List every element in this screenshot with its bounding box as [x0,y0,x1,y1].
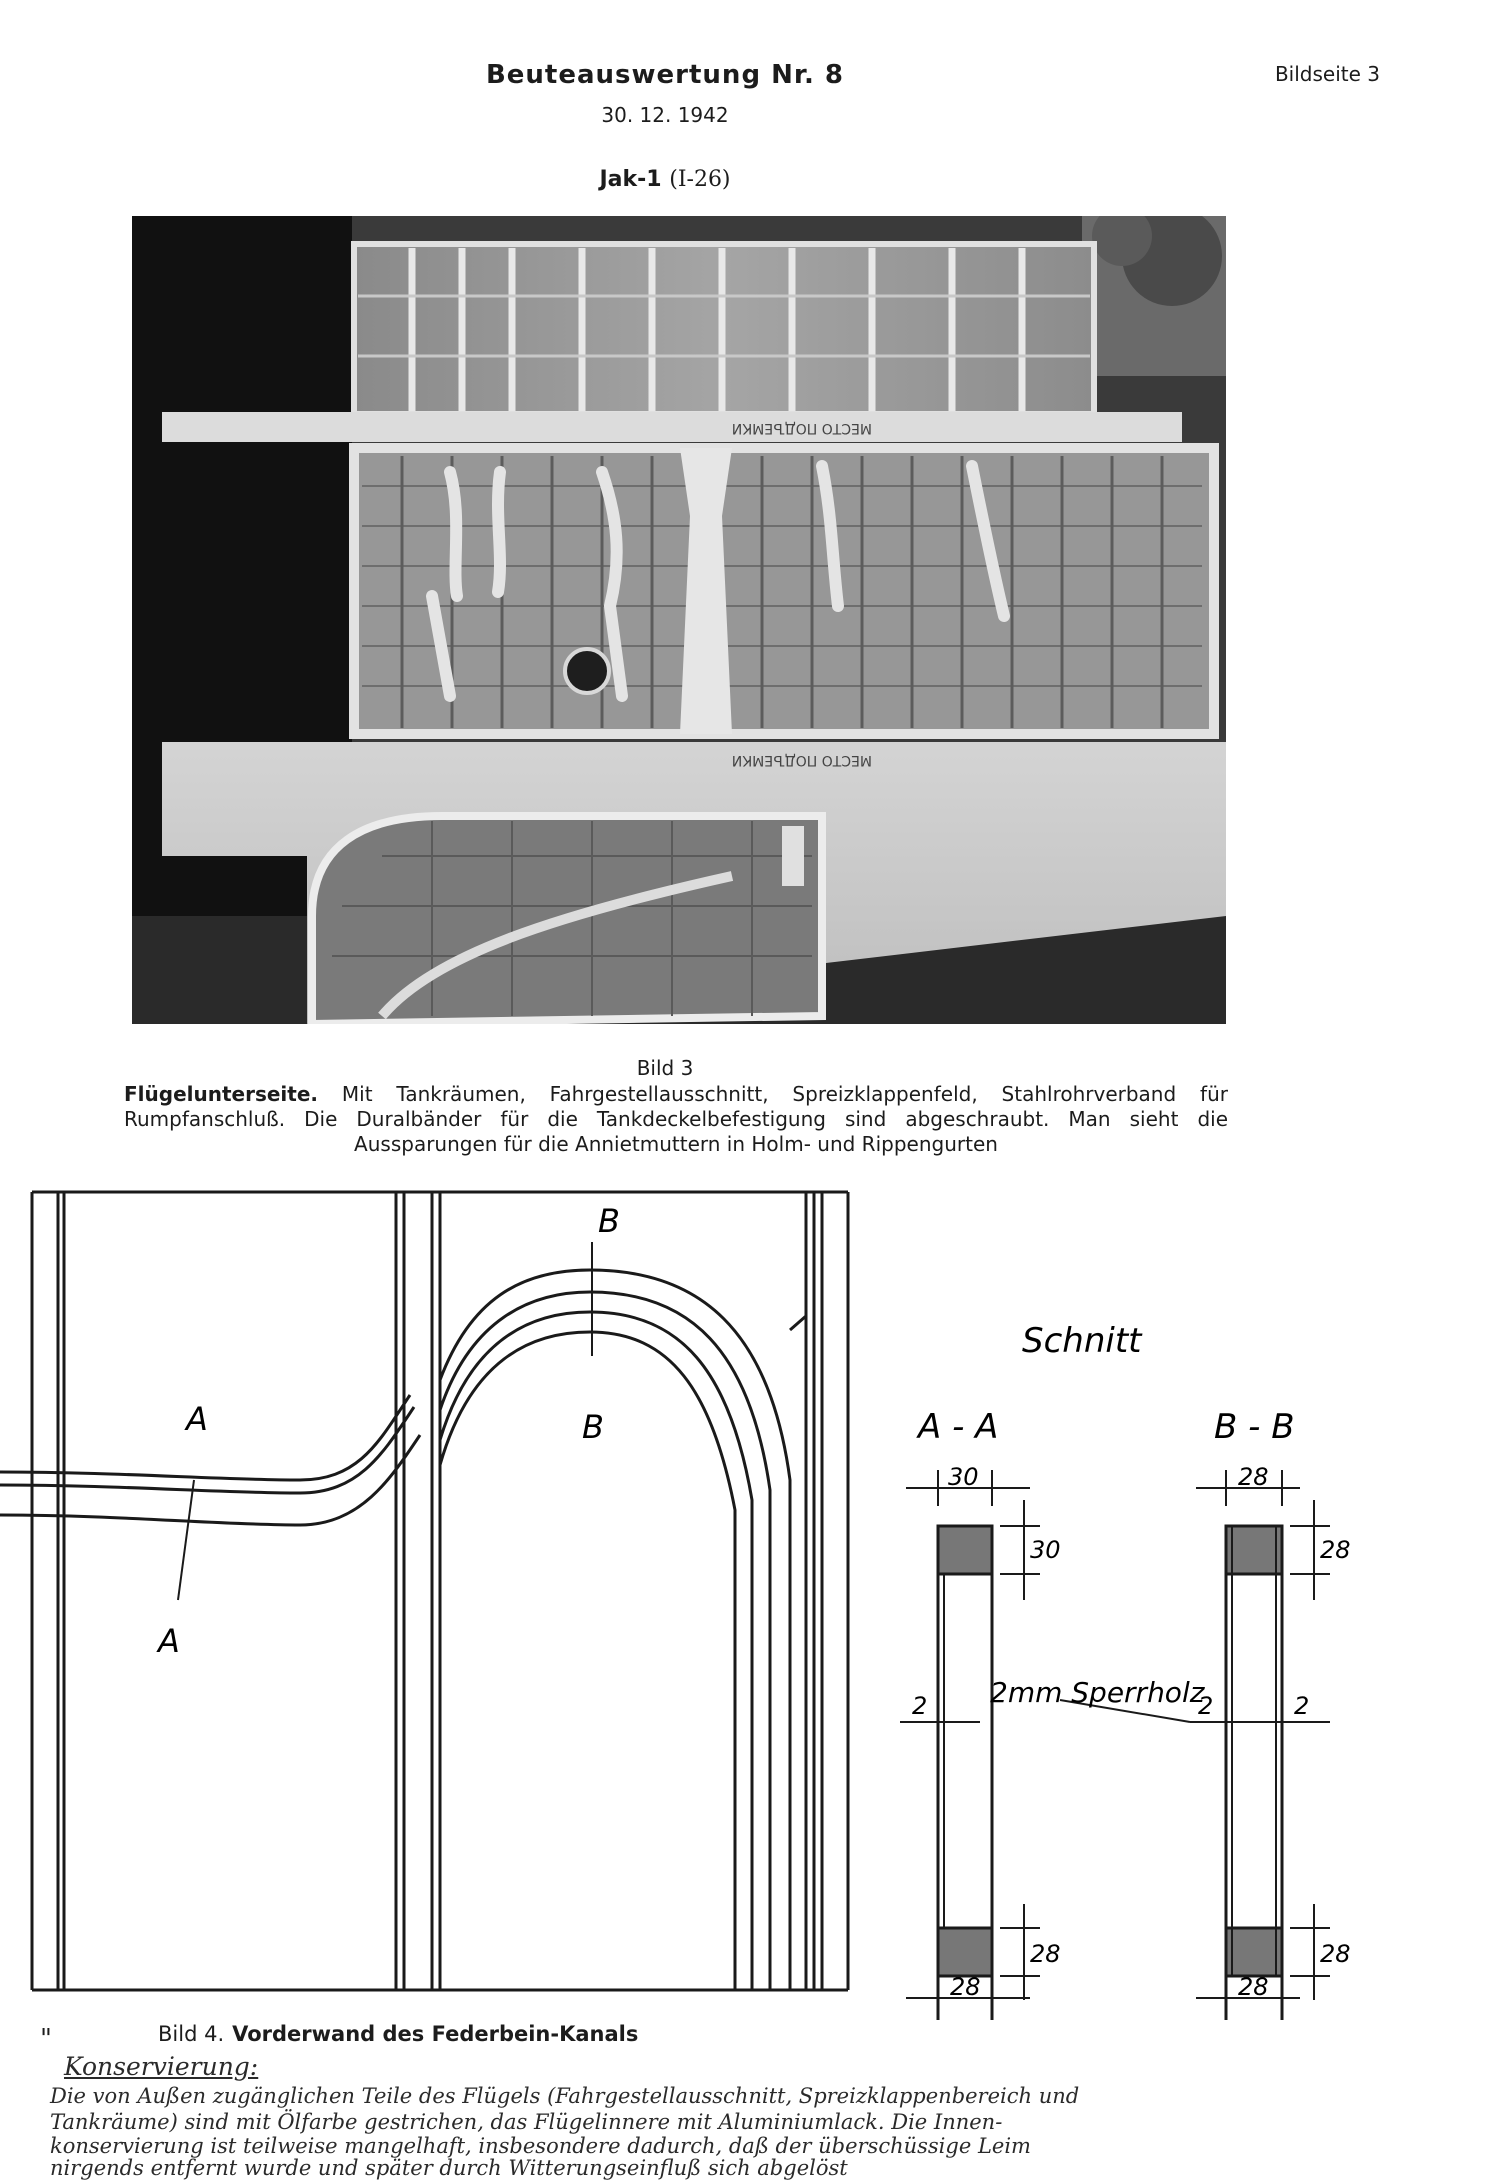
bb-top-height-dim: 28 [1320,1536,1351,1564]
center-rib [680,448,732,734]
aircraft-code: (I-26) [669,167,731,192]
document-date: 30. 12. 1942 [601,103,729,127]
aircraft-designation [560,167,770,192]
figure3-title: Flügelunterseite. [124,1082,319,1106]
section-b-bottom: B [582,1408,604,1446]
stencil-upper: МЕСТО ПОДЪЕМКИ [731,420,872,436]
lower-tank-bay [354,448,1214,734]
figure4-caption [158,2022,958,2046]
handwritten-line: konservierung ist teilweise mangelhaft, insbesondere dadurch, daß der überschüssige Leim [50,2134,1031,2158]
section-a-bottom: A [158,1622,180,1660]
section-lines [178,1242,592,1600]
figure4-title: Vorderwand des Federbein-Kanals [232,2022,639,2046]
quote-mark: " [40,2024,52,2054]
bb-wall-right-dim: 2 [1294,1692,1310,1720]
aa-wall-dim: 2 [912,1692,928,1720]
handwritten-heading: Konservierung: [64,2052,259,2081]
arch-member [440,1270,806,1990]
section-bb [1060,1463,1351,2020]
aircraft-name: Jak-1 [599,167,662,192]
main-spar [162,412,1182,442]
section-b-top: B [598,1202,620,1240]
aa-bottom-width-dim: 28 [950,1973,981,2001]
section-bb-title: B - B [1214,1407,1295,1447]
aa-width-dim: 30 [948,1463,979,1491]
aa-bottom-height-dim: 28 [1030,1940,1061,1968]
section-aa [900,1463,1061,2020]
aa-top-height-dim: 30 [1030,1536,1061,1564]
drawing-graphic [0,1180,1512,2020]
plywood-note: 2mm Sperrholz [990,1676,1205,1709]
front-wall-drawing [0,1180,1512,2020]
document-title: Beuteauswertung Nr. 8 [485,60,845,90]
page-label: Bildseite 3 [1274,62,1380,86]
figure4-number: Bild 4. [158,2022,225,2046]
figure3-caption-block [124,1082,1228,1157]
section-a-top: A [186,1400,208,1438]
handwritten-line: nirgends entfernt wurde und später durch Witterungseinfluß sich abgelöst [50,2156,848,2180]
section-aa-title: A - A [918,1407,999,1447]
figure3-number: Bild 3 [636,1056,694,1080]
bb-wall-left-dim: 2 [1198,1692,1214,1720]
figure3-caption: Mit Tankräumen, Fahrgestellausschnitt, Spreizklappenfeld, Stahlrohrverband für Rumpfanschluß. Die Duralbänder für die Tankdeckelbefestigung sind abgeschraubt. Man sieht die Aussparungen für die Annietmuttern in Holm- und Rippengurten [124,1082,1228,1156]
wing-underside-photo [132,216,1226,1024]
photo-graphic [132,216,1226,1024]
bb-bottom-height-dim: 28 [1320,1940,1351,1968]
handwritten-line: Tankräume) sind mit Ölfarbe gestrichen, das Flügelinnere mit Aluminiumlack. Die Innen- [50,2110,1003,2134]
bb-width-dim: 28 [1238,1463,1269,1491]
filler-opening [565,649,609,693]
schnitt-label: Schnitt [1022,1321,1142,1361]
bb-bottom-width-dim: 28 [1238,1973,1269,2001]
stencil-lower: МЕСТО ПОДЪЕМКИ [731,752,872,768]
wall-frame [32,1192,848,1990]
handwritten-line: Die von Außen zugänglichen Teile des Flügels (Fahrgestellausschnitt, Spreizklappenbereich und [50,2084,1080,2108]
